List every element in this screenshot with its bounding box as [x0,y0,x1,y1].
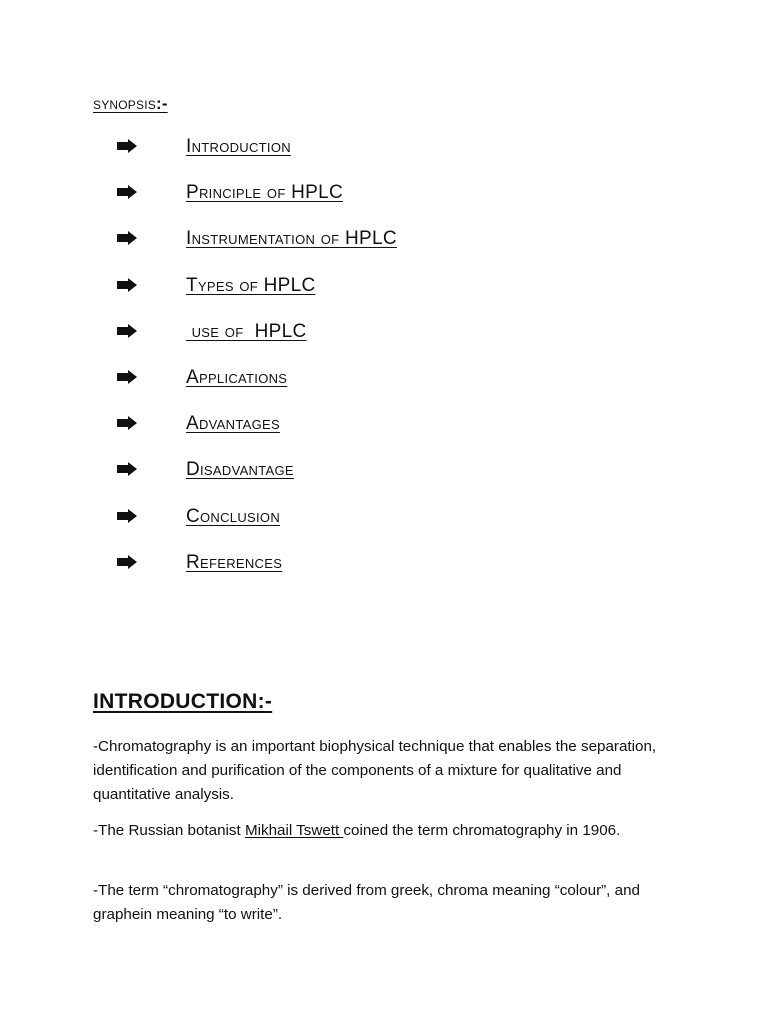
list-item-label: Instrumentation of HPLC [186,228,397,250]
list-item-label: Conclusion [186,505,281,527]
right-arrow-icon [117,231,137,245]
list-item [0,506,768,552]
list-item [0,136,768,182]
synopsis-heading-text: synopsis [93,94,156,113]
right-arrow-icon [117,370,137,384]
right-arrow-icon [117,324,137,338]
right-arrow-icon [117,139,137,153]
list-item-label: Principle of HPLC [186,182,344,204]
list-item [0,321,768,367]
list-item-label: Types of HPLC [186,274,316,296]
list-item-label: References [186,551,283,573]
paragraph-2-text-after: coined the term chromatography in 1906. [343,822,621,839]
list-item [0,413,768,459]
right-arrow-icon [117,462,137,476]
list-item-label: Applications [186,366,288,388]
right-arrow-icon [117,509,137,523]
paragraph-2-text-before: -The Russian botanist [93,822,245,839]
list-item [0,459,768,505]
list-item-label: Introduction [186,136,291,157]
list-item [0,182,768,228]
list-item [0,275,768,321]
introduction-heading: INTRODUCTION:- [93,690,273,713]
synopsis-heading-suffix: :- [155,94,168,113]
list-item [0,367,768,413]
synopsis-heading [93,94,168,114]
right-arrow-icon [117,416,137,430]
list-item-label: Advantages [186,413,280,435]
list-item [0,552,768,598]
synopsis-list [0,136,768,598]
right-arrow-icon [117,278,137,292]
list-item-label: Disadvantage [186,459,294,481]
right-arrow-icon [117,185,137,199]
right-arrow-icon [117,555,137,569]
introduction-paragraph-2 [93,819,693,843]
list-item [0,228,768,274]
introduction-paragraph-3: -The term “chromatography” is derived from greek, chroma meaning “colour”, and graphein meaning “to write”. [93,882,640,923]
list-item-label: use of HPLC [186,320,307,342]
mikhail-tswett-underlined: Mikhail Tswett [244,822,344,839]
introduction-paragraph-1: -Chromatography is an important biophysical technique that enables the separation, identification and purification of the components of a mixture for qualitative and quantitative analysis. [93,738,657,803]
